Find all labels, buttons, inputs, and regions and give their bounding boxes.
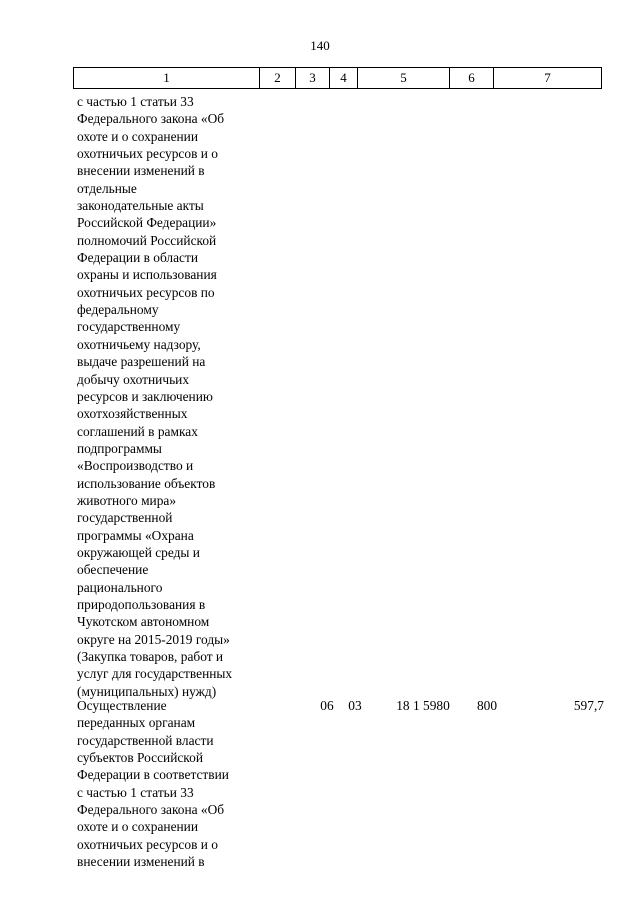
row-description: с частью 1 статьи 33 Федерального закона «Об охоте и о сохранении охотничьих ресурсов и о внесении изменений в отдельные законодательные акты Российской Федерации» полномочий Российской Федерации в области охраны и использования охотничьих ресурсов по федеральному государственному охотничьему надзору, выдаче разрешений на добычу охотничьих ресурсов и заключению охотхозяйственных соглашений в рамках подпрограммы «Воспроизводство и использование объектов животного мира» государственной программы «Охрана окружающей среды и обеспечение рационального природопользования в Чукотском автономном округе на 2015-2019 годы» (Закупка товаров, работ и услуг для государственных (муниципальных) нужд)	[77, 94, 233, 699]
row-target-code: 18 1 5980	[396, 698, 450, 713]
column-header-5: 5	[358, 68, 450, 89]
table-header	[73, 67, 602, 89]
column-header-3: 3	[296, 68, 330, 89]
column-header-2: 2	[260, 68, 296, 89]
row-razdel: 06	[320, 698, 334, 713]
column-header-4: 4	[330, 68, 358, 89]
column-header-6: 6	[450, 68, 494, 89]
table-header-row	[74, 68, 602, 89]
row-sum: 597,7	[573, 698, 604, 713]
column-header-1: 1	[74, 68, 260, 89]
column-header-7: 7	[494, 68, 602, 89]
row-podrazdel: 03	[348, 698, 362, 713]
page-number: 140	[310, 38, 330, 53]
row-description: Осуществление переданных органам государственной власти субъектов Российской Федерации в соответствии с частью 1 статьи 33 Федерального закона «Об охоте и о сохранении охотничьих ресурсов и о внесении изменений в	[77, 698, 229, 870]
row-expense-type: 800	[476, 698, 498, 713]
